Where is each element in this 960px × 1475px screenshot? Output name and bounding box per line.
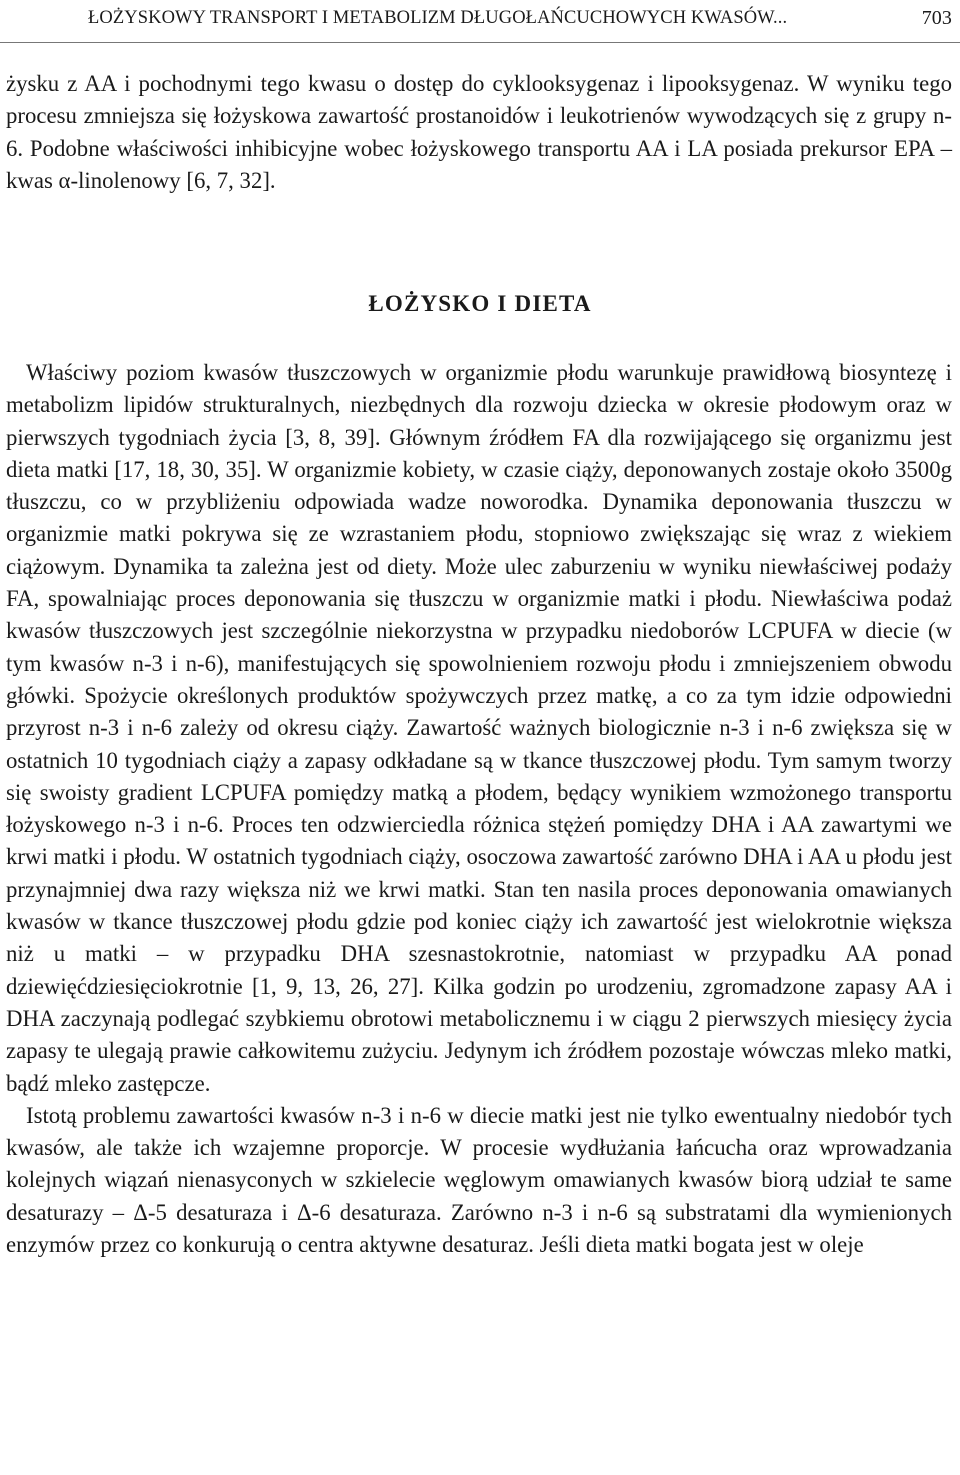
page-number: 703 xyxy=(921,7,952,29)
paragraph-text: żysku z AA i pochodnymi tego kwasu o dostęp do cyklooksygenaz i lipooksygenaz. W wyniku tego procesu zmniejsza się łożyskowa zawartość prostanoidów i leukotrienów wywodzących się z grupy n-6. Podobne właściwości inhibicyjne wobec łożyskowego transportu AA i LA posiada prekursor EPA – kwas α-linolenowy [6, 7, 32]. xyxy=(6,71,952,193)
body-section-text xyxy=(6,357,952,1261)
running-title: ŁOŻYSKOWY TRANSPORT I METABOLIZM DŁUGOŁAŃCUCHOWYCH KWASÓW... xyxy=(88,8,788,28)
header-rule xyxy=(0,42,960,43)
paragraph-text: Właściwy poziom kwasów tłuszczowych w organizmie płodu warunkuje prawidłową biosyntezę i metabolizm lipidów strukturalnych, niezbędnych dla rozwoju dziecka w okresie płodowym oraz w pierwszych tygodniach życia [3, 8, 39]. Głównym źródłem FA dla rozwijającego się organizmu jest dieta matki [17, 18, 30, 35]. W organizmie kobiety, w czasie ciąży, deponowanych zostaje około 3500g tłuszczu, co w przybliżeniu odpowiada wadze noworodka. Dynamika deponowania tłuszczu w organizmie matki pokrywa się ze wzrastaniem płodu, stopniowo zwiększając się wraz z wiekiem ciążowym. Dynamika ta zależna jest od diety. Może ulec zaburzeniu w wyniku niewłaściwej podaży FA, spowalniając proces deponowania się tłuszczu w organizmie matki i płodu. Niewłaściwa podaż kwasów tłuszczowych jest szczególnie niekorzystna w przypadku niedoborów LCPUFA w diecie (w tym kwasów n-3 i n-6), manifestujących się spowolnieniem rozwoju płodu i zmniejszeniem obwodu główki. Spożycie określonych produktów spożywczych przez matkę, a co za tym idzie odpowiedni przyrost n-3 i n-6 zależy od okresu ciąży. Zawartość ważnych biologicznie n-3 i n-6 zwiększa się w ostatnich 10 tygodniach ciąży a zapasy odkładane są w tkance tłuszczowej płodu. Tym samym tworzy się swoisty gradient LCPUFA pomiędzy matką a płodem, będący wynikiem wzmożonego transportu łożyskowego n-3 i n-6. Proces ten odzwierciedla różnica stężeń pomiędzy DHA i AA zawartymi we krwi matki i płodu. W ostatnich tygodniach ciąży, osoczowa zawartość zarówno DHA i AA u płodu jest przynajmniej dwa razy większa niż we krwi matki. Stan ten nasila proces deponowania omawianych kwasów w tkance tłuszczowej płodu gdzie pod koniec ciąży ich zawartość jest wielokrotnie większa niż u matki – w przypadku DHA szesnastokrotnie, natomiast w przypadku AA ponad dziewięćdziesięciokrotnie [1, 9, 13, 26, 27]. Kilka godzin po urodzeniu, zgromadzone zapasy AA i DHA zaczynają podlegać szybkiemu obrotowi metabolicznemu i w ciągu 2 pierwszych miesięcy życia zapasy te ulegają prawie całkowitemu zużyciu. Jedynym ich źródłem pozostaje wówczas mleko matki, bądź mleko zastępcze. xyxy=(6,360,952,1096)
paragraph-text: Istotą problemu zawartości kwasów n-3 i n-6 w diecie matki jest nie tylko ewentualny niedobór tych kwasów, ale także ich wzajemne proporcje. W procesie wydłużania łańcucha oraz wprowadzania kolejnych wiązań nienasyconych w szkielecie węglowym omawianych kwasów biorą udział te same desaturazy – Δ-5 desaturaza i Δ-6 desaturaza. Zarówno n-3 i n-6 są substratami dla wymienionych enzymów przez co konkurują o centra aktywne desaturaz. Jeśli dieta matki bogata jest w oleje xyxy=(6,1102,952,1258)
section-heading: ŁOŻYSKO I DIETA xyxy=(368,291,592,316)
running-header xyxy=(88,6,952,30)
body-paragraph xyxy=(6,68,952,197)
